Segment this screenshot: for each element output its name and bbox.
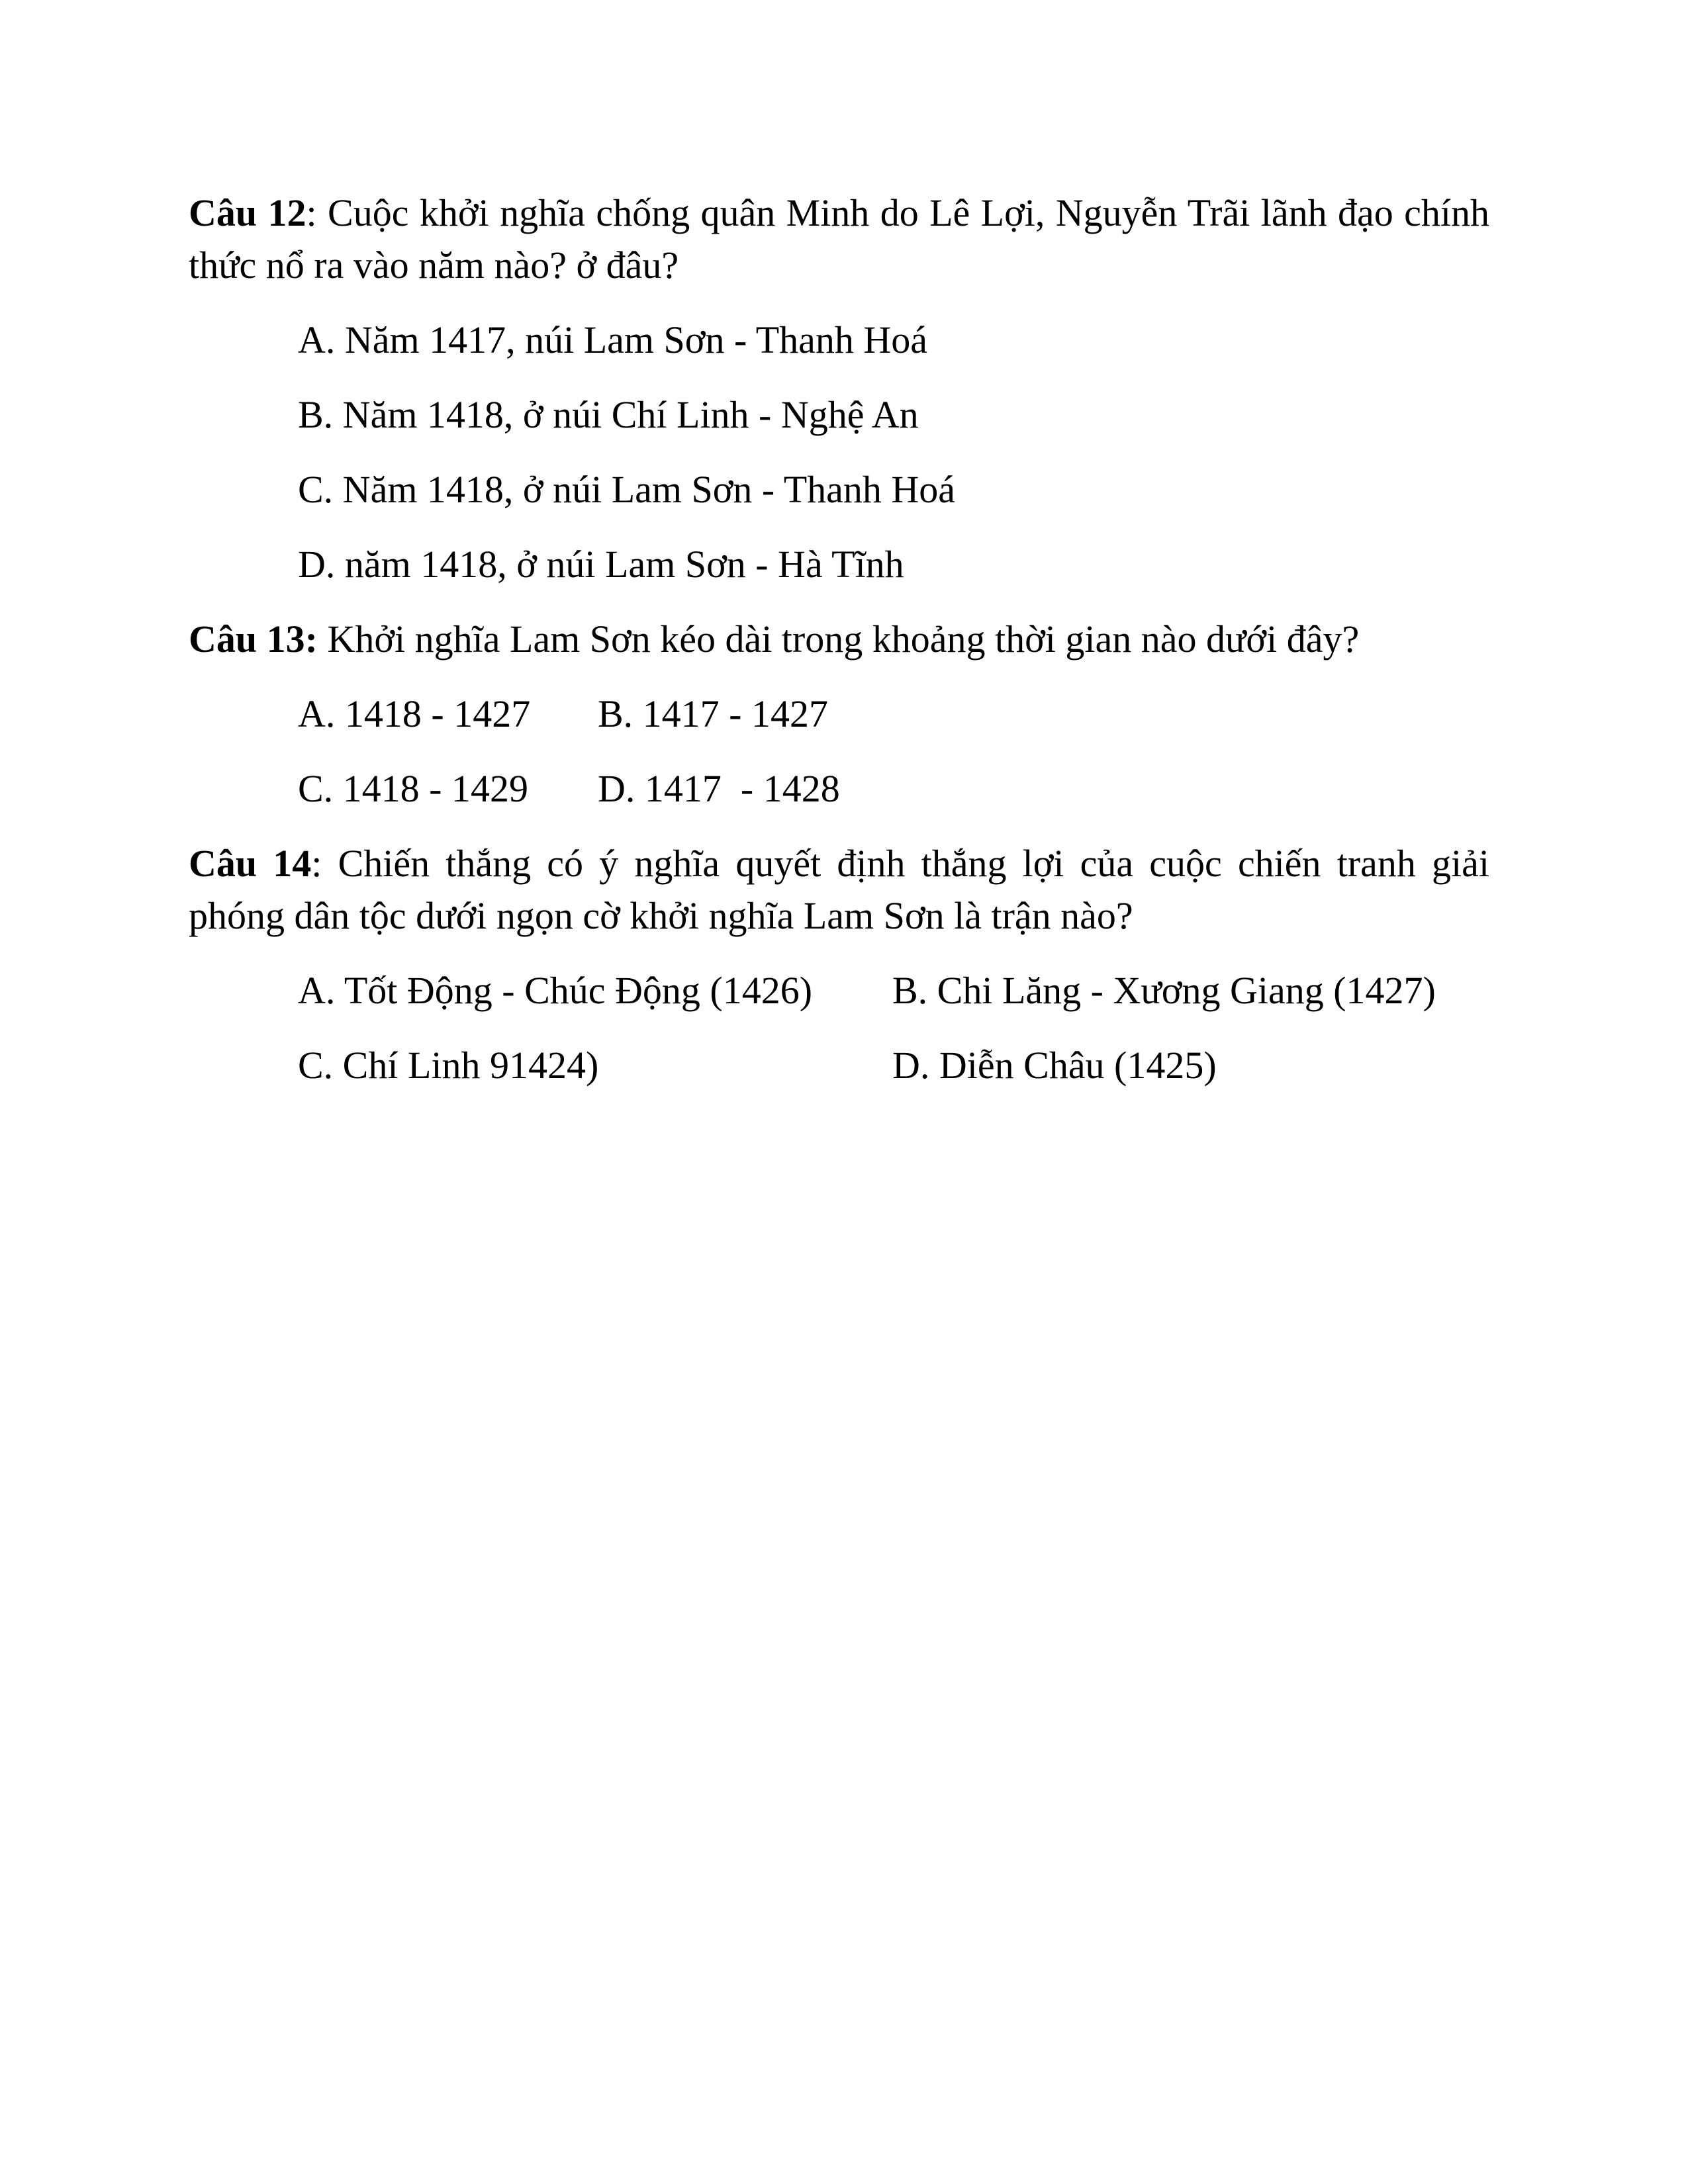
question-14-options-row-2 — [189, 1039, 1489, 1091]
question-13-option-a: A. 1418 - 1427 — [298, 692, 531, 735]
question-14-option-d: D. Diễn Châu (1425) — [892, 1044, 1217, 1087]
question-14-options-row-1 — [189, 964, 1489, 1017]
question-12-stem — [189, 187, 1489, 291]
question-13-options-row-1 — [189, 688, 1489, 740]
document-page — [189, 187, 1489, 1114]
question-12-option-a: A. Năm 1417, núi Lam Sơn - Thanh Hoá — [298, 318, 928, 361]
question-12-option-d: D. năm 1418, ở núi Lam Sơn - Hà Tĩnh — [298, 543, 904, 586]
question-14-text: : Chiến thắng có ý nghĩa quyết định thắng lợi của cuộc chiến tranh giải phóng dân tộc dưới ngọn cờ khởi nghĩa Lam Sơn là trận nào? — [189, 842, 1489, 937]
question-13-options-row-2 — [189, 762, 1489, 815]
question-12-option-b: B. Năm 1418, ở núi Chí Linh - Nghệ An — [298, 393, 919, 436]
question-12 — [189, 187, 1489, 590]
question-13-option-d: D. 1417 - 1428 — [598, 767, 840, 810]
question-13-option-c: C. 1418 - 1429 — [298, 767, 528, 810]
question-14-option-c: C. Chí Linh 91424) — [298, 1044, 599, 1087]
question-13-text: Khởi nghĩa Lam Sơn kéo dài trong khoảng thời gian nào dưới đây? — [317, 617, 1360, 660]
question-13 — [189, 613, 1489, 815]
question-13-option-b: B. 1417 - 1427 — [598, 692, 828, 735]
question-14-number: Câu 14 — [189, 842, 312, 885]
question-14-option-a: A. Tốt Động - Chúc Động (1426) — [298, 969, 813, 1012]
question-14-option-b: B. Chi Lăng - Xương Giang (1427) — [892, 969, 1436, 1012]
question-14 — [189, 837, 1489, 1091]
question-12-text: : Cuộc khởi nghĩa chống quân Minh do Lê Lợi, Nguyễn Trãi lãnh đạo chính thức nổ ra vào năm nào? ở đâu? — [189, 191, 1489, 287]
question-13-stem — [189, 613, 1489, 665]
question-12-option-c: C. Năm 1418, ở núi Lam Sơn - Thanh Hoá — [298, 468, 955, 511]
question-14-stem — [189, 837, 1489, 942]
question-12-number: Câu 12 — [189, 191, 306, 234]
question-13-number: Câu 13: — [189, 617, 318, 660]
